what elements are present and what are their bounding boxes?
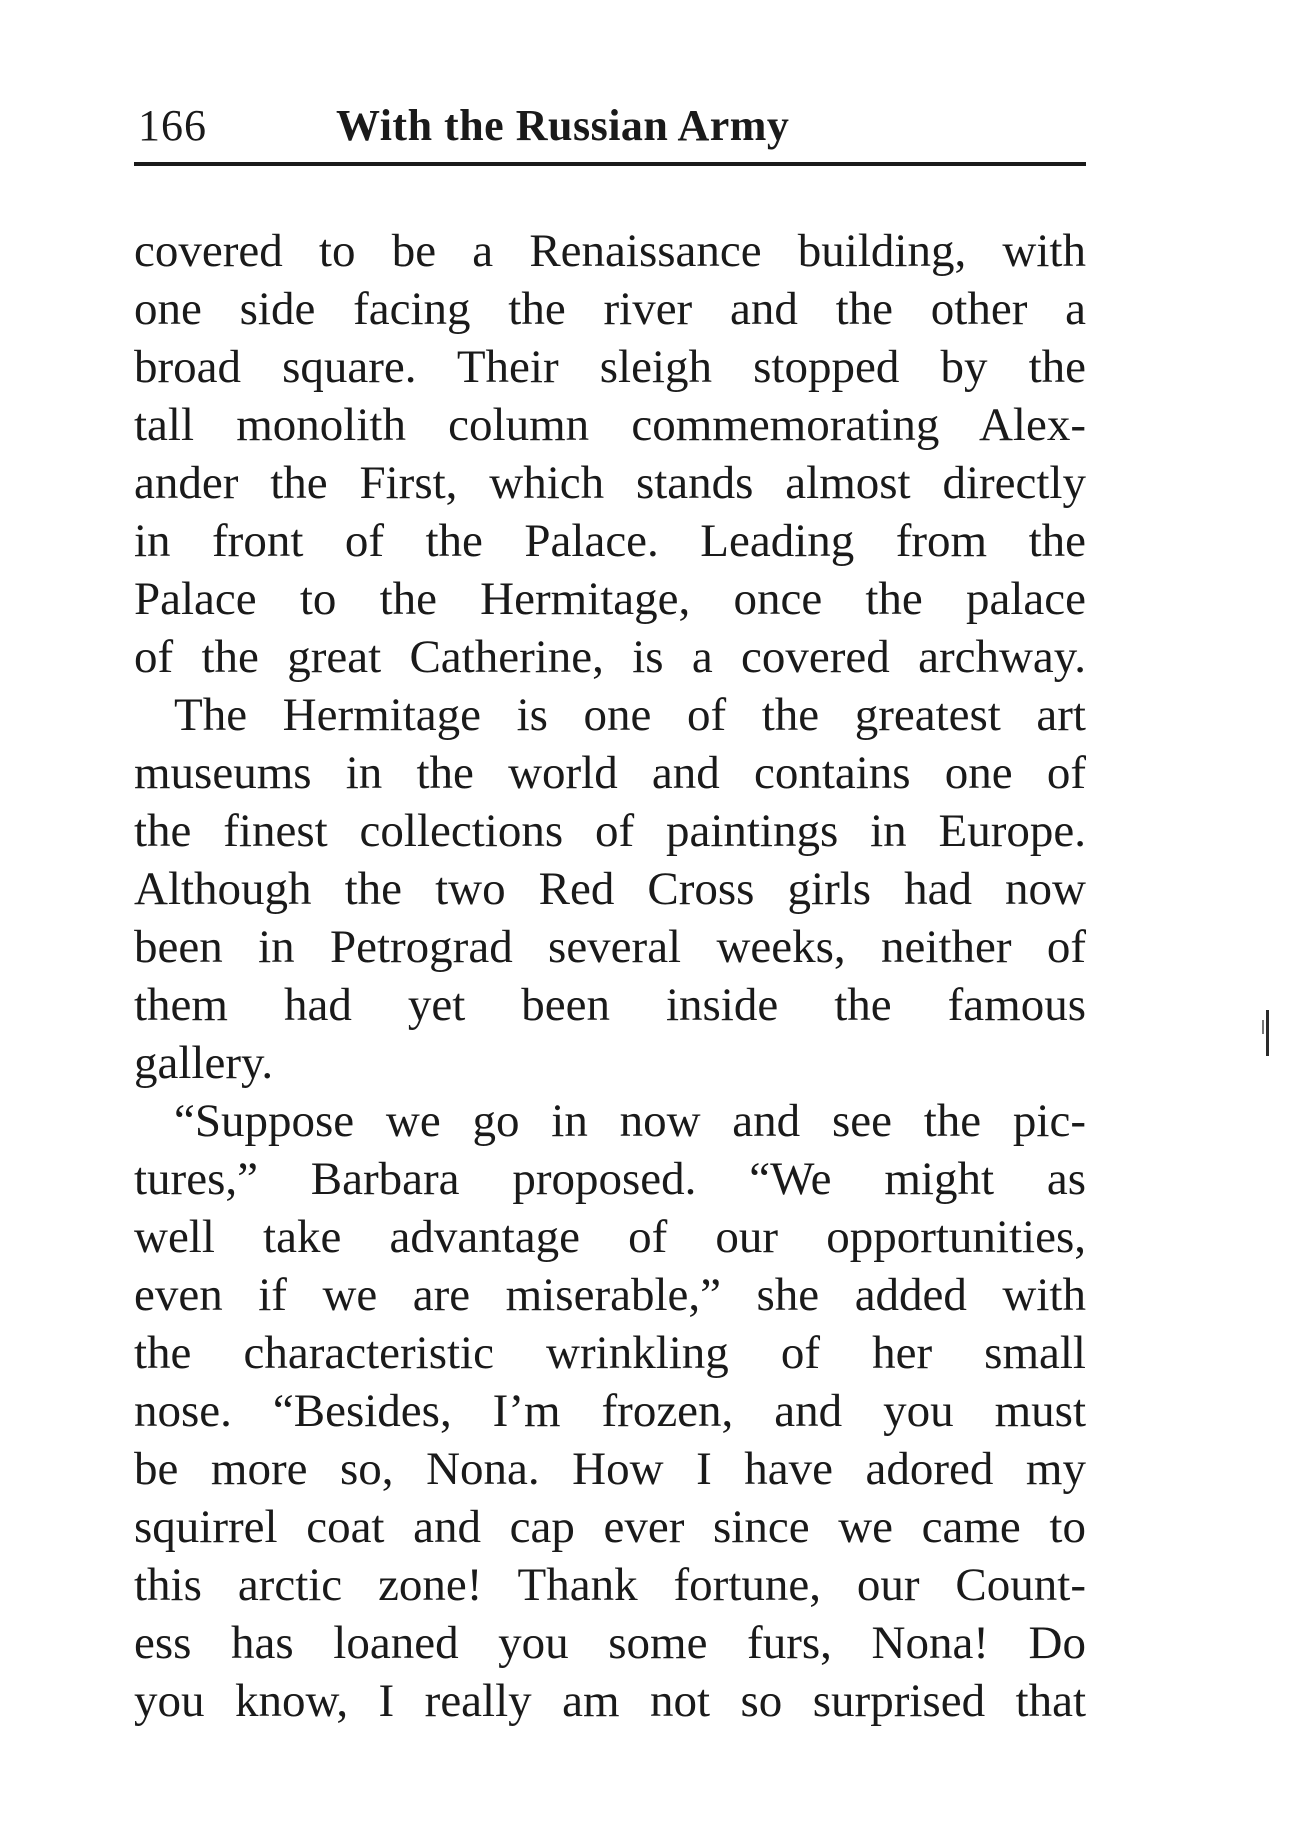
text-line: in front of the Palace. Leading from the [134,515,1086,567]
text-line: ess has loaned you some furs, Nona! Do [134,1617,1086,1669]
page-header [134,96,1086,156]
text-line: this arctic zone! Thank fortune, our Count- [134,1559,1086,1611]
text-line: of the great Catherine, is a covered archway. [134,631,1086,683]
text-line: be more so, Nona. How I have adored my [134,1443,1086,1495]
text-line: you know, I really am not so surprised that [134,1675,1086,1727]
text-line: even if we are miserable,” she added with [134,1269,1086,1321]
scan-artifact [1266,1010,1269,1056]
text-line: been in Petrograd several weeks, neither of [134,921,1086,973]
text-line: squirrel coat and cap ever since we came to [134,1501,1086,1553]
text-line: the finest collections of paintings in Europe. [134,805,1086,857]
scan-artifact [1262,1020,1264,1034]
header-rule [134,162,1086,166]
text-line: nose. “Besides, I’m frozen, and you must [134,1385,1086,1437]
text-line: tures,” Barbara proposed. “We might as [134,1153,1086,1205]
body-text [134,222,1086,1730]
text-line: one side facing the river and the other a [134,283,1086,335]
text-line: well take advantage of our opportunities, [134,1211,1086,1263]
text-line: museums in the world and contains one of [134,747,1086,799]
text-line: them had yet been inside the famous [134,979,1086,1031]
text-line: covered to be a Renaissance building, with [134,225,1086,277]
text-line: “Suppose we go in now and see the pic- [174,1095,1086,1147]
running-title: With the Russian Army [336,101,790,150]
text-line: Palace to the Hermitage, once the palace [134,573,1086,625]
page-number: 166 [138,101,207,150]
text-line: the characteristic wrinkling of her small [134,1327,1086,1379]
text-line: The Hermitage is one of the greatest art [174,689,1086,741]
text-line: gallery. [134,1037,274,1089]
text-line: Although the two Red Cross girls had now [134,863,1086,915]
text-line: tall monolith column commemorating Alex- [134,399,1086,451]
text-line: broad square. Their sleigh stopped by the [134,341,1086,393]
text-line: ander the First, which stands almost directly [134,457,1086,509]
